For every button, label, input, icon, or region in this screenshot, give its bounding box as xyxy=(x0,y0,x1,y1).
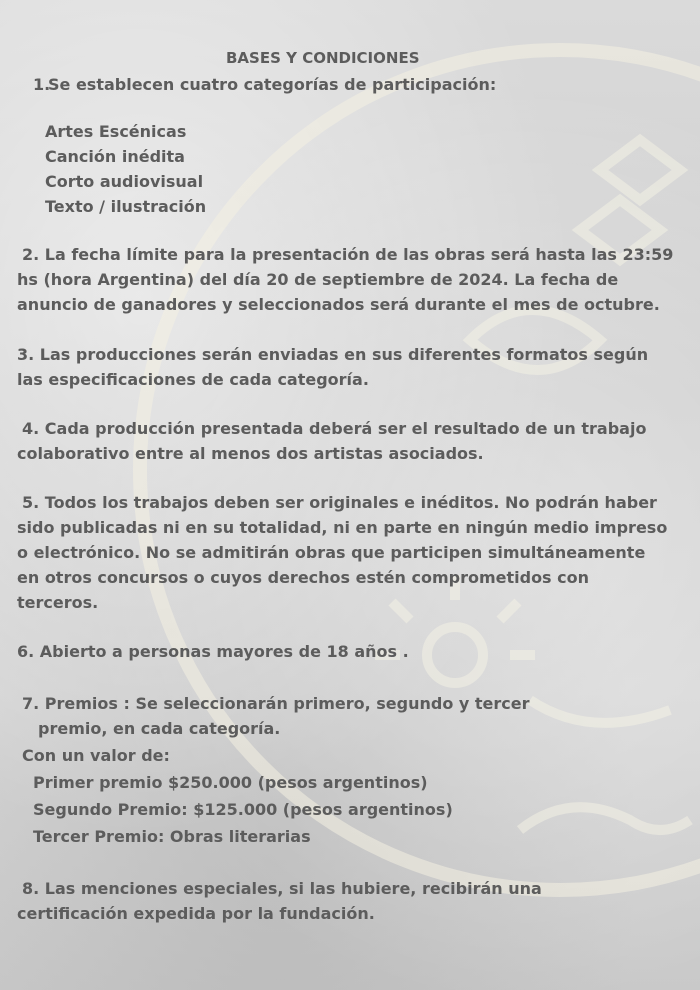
item-5-line: o electrónico. No se admitirán obras que participen simultáneamente xyxy=(17,543,646,562)
item-1-number: 1. xyxy=(33,75,51,94)
prize-value-label: Con un valor de: xyxy=(22,746,170,765)
item-7-line: premio, en cada categoría. xyxy=(38,719,281,738)
item-2-line: 2. La fecha límite para la presentación de las obras será hasta las 23:59 xyxy=(22,245,674,264)
item-5-line: sido publicadas ni en su totalidad, ni en parte en ningún medio impreso xyxy=(17,518,668,537)
prize-item: Segundo Premio: $125.000 (pesos argentinos) xyxy=(33,800,453,819)
item-7-line: 7. Premios : Se seleccionarán primero, segundo y tercer xyxy=(22,694,530,713)
item-5-line: 5. Todos los trabajos deben ser originales e inéditos. No podrán haber xyxy=(22,493,657,512)
item-2-line: anuncio de ganadores y seleccionados será durante el mes de octubre. xyxy=(17,295,660,314)
item-3-line: 3. Las producciones serán enviadas en sus diferentes formatos según xyxy=(17,345,649,364)
item-8-line: 8. Las menciones especiales, si las hubiere, recibirán una xyxy=(22,879,542,898)
item-5-line: en otros concursos o cuyos derechos estén comprometidos con xyxy=(17,568,590,587)
category-item: Texto / ilustración xyxy=(45,197,207,216)
category-item: Artes Escénicas xyxy=(45,122,187,141)
prize-item: Primer premio $250.000 (pesos argentinos) xyxy=(33,773,428,792)
item-6-line: 6. Abierto a personas mayores de 18 años . xyxy=(17,642,409,661)
category-item: Corto audiovisual xyxy=(45,172,204,191)
item-2-line: hs (hora Argentina) del día 20 de septiembre de 2024. La fecha de xyxy=(17,270,619,289)
item-4-line: 4. Cada producción presentada deberá ser el resultado de un trabajo xyxy=(22,419,647,438)
item-5-line: terceros. xyxy=(17,593,99,612)
item-4-line: colaborativo entre al menos dos artistas asociados. xyxy=(17,444,484,463)
item-3-line: las especificaciones de cada categoría. xyxy=(17,370,369,389)
category-item: Canción inédita xyxy=(45,147,185,166)
prize-item: Tercer Premio: Obras literarias xyxy=(33,827,311,846)
item-1-text: Se establecen cuatro categorías de participación: xyxy=(48,75,497,94)
item-8-line: certificación expedida por la fundación. xyxy=(17,904,375,923)
document-title: BASES Y CONDICIONES xyxy=(226,49,420,67)
